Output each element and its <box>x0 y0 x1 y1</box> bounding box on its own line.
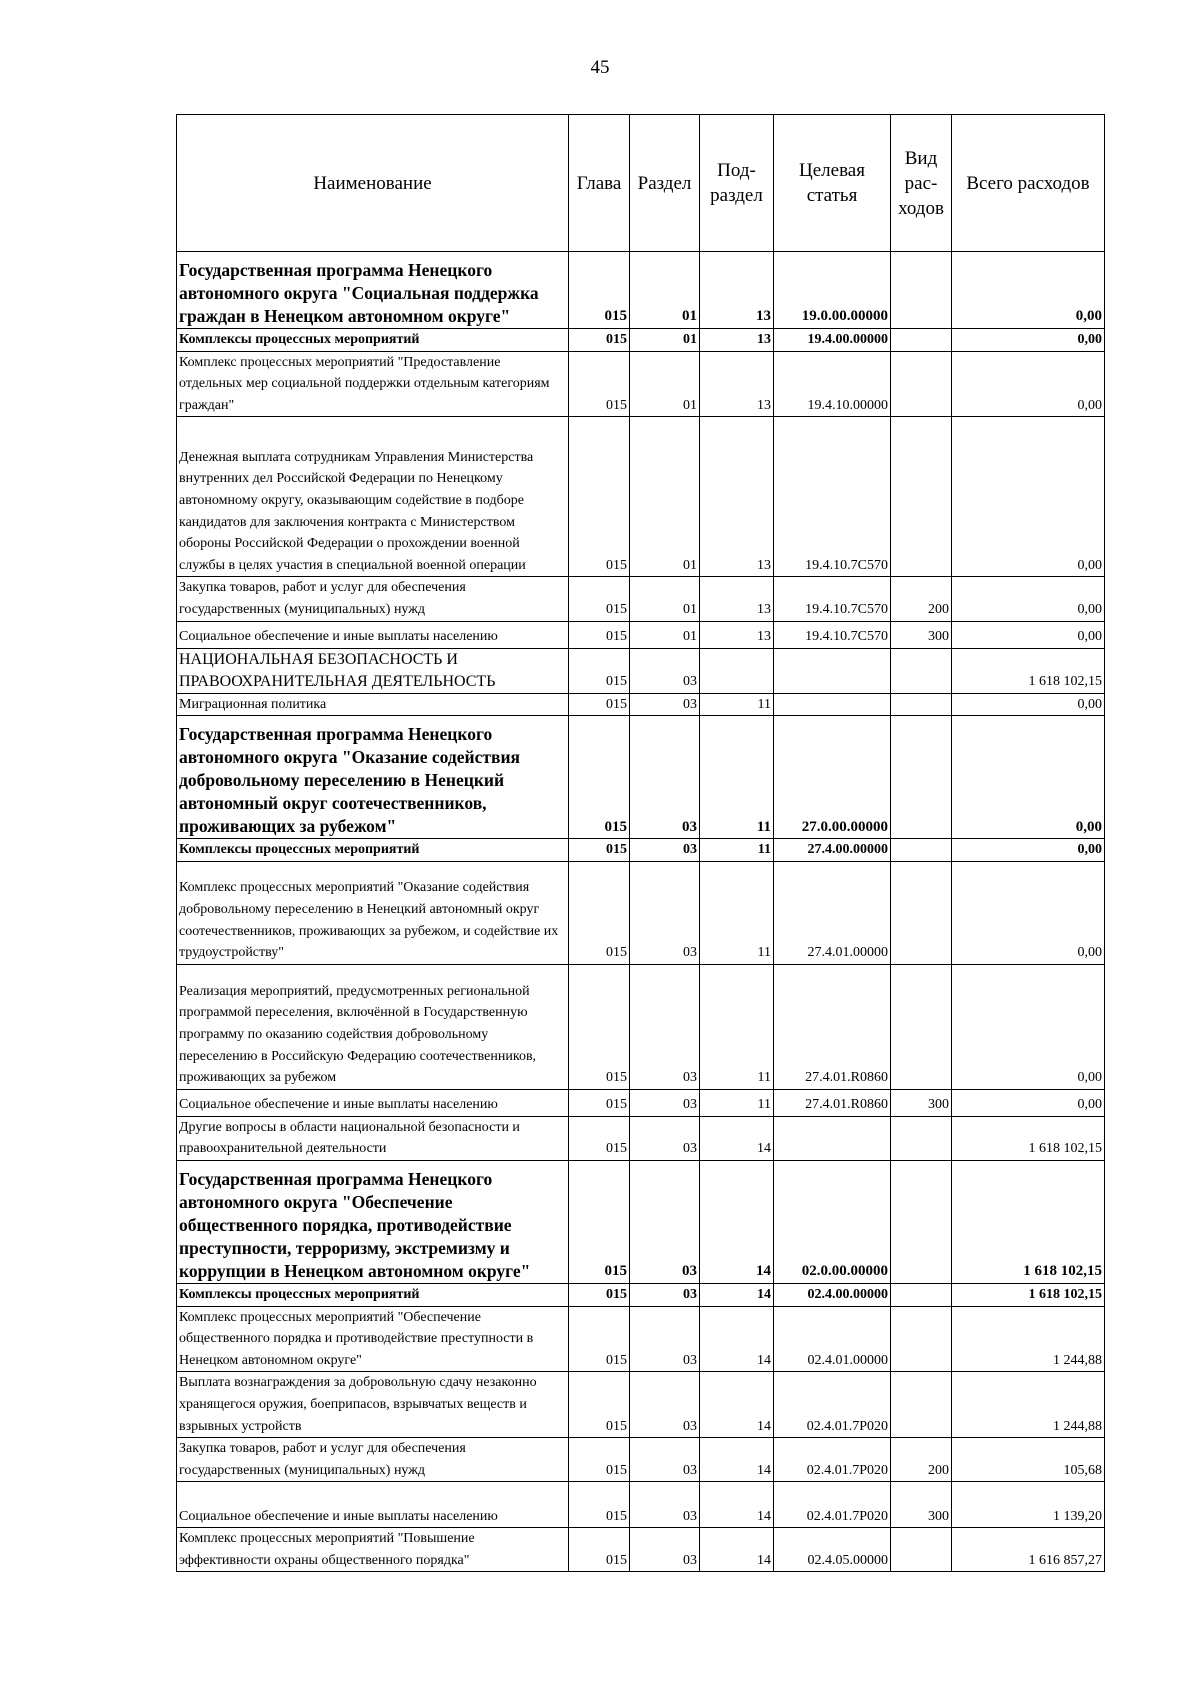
row-razdel: 03 <box>630 1372 700 1438</box>
table-row <box>177 648 1105 693</box>
row-glava: 015 <box>569 716 630 839</box>
row-podrazdel: 13 <box>700 417 774 577</box>
row-expense-type: 300 <box>891 621 952 648</box>
row-name: Комплексы процессных мероприятий <box>177 1283 569 1306</box>
row-glava: 015 <box>569 1438 630 1482</box>
row-target-article: 27.4.00.00000 <box>774 839 891 862</box>
row-podrazdel: 13 <box>700 621 774 648</box>
row-name: Социальное обеспечение и иные выплаты населению <box>177 1482 569 1528</box>
row-target-article: 27.4.01.00000 <box>774 861 891 964</box>
row-name: Социальное обеспечение и иные выплаты населению <box>177 1089 569 1116</box>
row-razdel: 01 <box>630 621 700 648</box>
row-target-article: 19.4.00.00000 <box>774 329 891 352</box>
table-row <box>177 1372 1105 1438</box>
row-expense-type <box>891 839 952 862</box>
table-row <box>177 1116 1105 1160</box>
row-razdel: 03 <box>630 1116 700 1160</box>
row-name: Закупка товаров, работ и услуг для обеспечения государственных (муниципальных) нужд <box>177 1438 569 1482</box>
row-expense-type: 200 <box>891 577 952 621</box>
table-row <box>177 1283 1105 1306</box>
row-podrazdel <box>700 648 774 693</box>
header-podrazdel: Под-раздел <box>700 115 774 252</box>
row-glava: 015 <box>569 861 630 964</box>
table-row <box>177 329 1105 352</box>
table-row <box>177 1438 1105 1482</box>
row-name: Социальное обеспечение и иные выплаты населению <box>177 621 569 648</box>
row-expense-type <box>891 964 952 1089</box>
table-row <box>177 964 1105 1089</box>
row-podrazdel: 11 <box>700 693 774 716</box>
row-target-article: 02.4.01.7P020 <box>774 1372 891 1438</box>
table-row <box>177 252 1105 329</box>
row-total: 1 244,88 <box>952 1372 1105 1438</box>
row-podrazdel: 14 <box>700 1438 774 1482</box>
table-row <box>177 1089 1105 1116</box>
table-header-row <box>177 115 1105 252</box>
row-target-article: 19.4.10.7C570 <box>774 621 891 648</box>
row-target-article: 27.0.00.00000 <box>774 716 891 839</box>
row-razdel: 03 <box>630 1306 700 1372</box>
row-target-article: 02.0.00.00000 <box>774 1160 891 1283</box>
header-glava: Глава <box>569 115 630 252</box>
row-expense-type <box>891 716 952 839</box>
row-razdel: 03 <box>630 716 700 839</box>
row-glava: 015 <box>569 693 630 716</box>
row-expense-type <box>891 1528 952 1572</box>
row-expense-type <box>891 252 952 329</box>
row-target-article: 02.4.00.00000 <box>774 1283 891 1306</box>
row-expense-type <box>891 351 952 417</box>
row-podrazdel: 14 <box>700 1306 774 1372</box>
row-razdel: 03 <box>630 648 700 693</box>
row-podrazdel: 11 <box>700 716 774 839</box>
row-expense-type <box>891 861 952 964</box>
row-total: 1 618 102,15 <box>952 1160 1105 1283</box>
row-glava: 015 <box>569 621 630 648</box>
row-target-article: 19.4.10.7C570 <box>774 577 891 621</box>
row-target-article: 19.0.00.00000 <box>774 252 891 329</box>
table-row <box>177 1160 1105 1283</box>
row-razdel: 03 <box>630 1160 700 1283</box>
row-glava: 015 <box>569 1306 630 1372</box>
row-razdel: 03 <box>630 1438 700 1482</box>
row-expense-type <box>891 1160 952 1283</box>
table-row <box>177 861 1105 964</box>
row-expense-type: 200 <box>891 1438 952 1482</box>
row-name: Другие вопросы в области национальной безопасности и правоохранительной деятельности <box>177 1116 569 1160</box>
row-razdel: 03 <box>630 1283 700 1306</box>
row-razdel: 01 <box>630 329 700 352</box>
row-total: 0,00 <box>952 577 1105 621</box>
row-podrazdel: 11 <box>700 861 774 964</box>
table-row <box>177 577 1105 621</box>
row-target-article: 19.4.10.00000 <box>774 351 891 417</box>
row-podrazdel: 14 <box>700 1372 774 1438</box>
row-total: 0,00 <box>952 417 1105 577</box>
row-glava: 015 <box>569 1372 630 1438</box>
row-name: Государственная программа Ненецкого автономного округа "Оказание содействия добровольному переселению в Ненецкий автономный округ соотечественников, проживающих за рубежом" <box>177 716 569 839</box>
row-razdel: 03 <box>630 839 700 862</box>
row-podrazdel: 14 <box>700 1160 774 1283</box>
row-glava: 015 <box>569 351 630 417</box>
row-name: Государственная программа Ненецкого автономного округа "Обеспечение общественного порядка, противодействие преступности, терроризму, экстремизму и коррупции в Ненецком автономном округе" <box>177 1160 569 1283</box>
row-target-article <box>774 648 891 693</box>
table-row <box>177 1482 1105 1528</box>
row-name: Комплексы процессных мероприятий <box>177 839 569 862</box>
page-number: 45 <box>590 57 610 78</box>
table-row <box>177 417 1105 577</box>
row-glava: 015 <box>569 329 630 352</box>
row-podrazdel: 13 <box>700 577 774 621</box>
row-expense-type: 300 <box>891 1089 952 1116</box>
row-total: 0,00 <box>952 621 1105 648</box>
row-expense-type <box>891 329 952 352</box>
row-name: Комплекс процессных мероприятий "Повышение эффективности охраны общественного порядка" <box>177 1528 569 1572</box>
row-name: Закупка товаров, работ и услуг для обеспечения государственных (муниципальных) нужд <box>177 577 569 621</box>
row-razdel: 03 <box>630 1528 700 1572</box>
row-razdel: 01 <box>630 417 700 577</box>
row-glava: 015 <box>569 417 630 577</box>
row-total: 0,00 <box>952 716 1105 839</box>
row-name: Комплекс процессных мероприятий "Обеспечение общественного порядка и противодействие преступности в Ненецком автономном округе" <box>177 1306 569 1372</box>
table-row <box>177 351 1105 417</box>
row-podrazdel: 11 <box>700 839 774 862</box>
row-total: 0,00 <box>952 693 1105 716</box>
table-row <box>177 1528 1105 1572</box>
row-glava: 015 <box>569 1089 630 1116</box>
row-podrazdel: 11 <box>700 964 774 1089</box>
row-podrazdel: 13 <box>700 329 774 352</box>
row-total: 1 618 102,15 <box>952 1283 1105 1306</box>
row-target-article: 27.4.01.R0860 <box>774 1089 891 1116</box>
row-total: 0,00 <box>952 329 1105 352</box>
row-glava: 015 <box>569 1283 630 1306</box>
row-total: 1 618 102,15 <box>952 648 1105 693</box>
row-name: Государственная программа Ненецкого автономного округа "Социальная поддержка граждан в Ненецком автономном округе" <box>177 252 569 329</box>
row-target-article <box>774 693 891 716</box>
row-expense-type <box>891 1372 952 1438</box>
row-name: Миграционная политика <box>177 693 569 716</box>
row-total: 1 616 857,27 <box>952 1528 1105 1572</box>
row-expense-type <box>891 693 952 716</box>
row-razdel: 03 <box>630 861 700 964</box>
row-glava: 015 <box>569 1116 630 1160</box>
row-target-article: 02.4.01.00000 <box>774 1306 891 1372</box>
row-razdel: 01 <box>630 252 700 329</box>
row-podrazdel: 14 <box>700 1283 774 1306</box>
row-total: 105,68 <box>952 1438 1105 1482</box>
row-razdel: 01 <box>630 577 700 621</box>
row-target-article: 27.4.01.R0860 <box>774 964 891 1089</box>
header-name: Наименование <box>177 115 569 252</box>
row-glava: 015 <box>569 252 630 329</box>
row-podrazdel: 14 <box>700 1116 774 1160</box>
header-target-article: Целевая статья <box>774 115 891 252</box>
row-glava: 015 <box>569 1528 630 1572</box>
table-body <box>177 252 1105 1572</box>
row-total: 1 618 102,15 <box>952 1116 1105 1160</box>
row-glava: 015 <box>569 1482 630 1528</box>
row-razdel: 03 <box>630 693 700 716</box>
table-row <box>177 1306 1105 1372</box>
row-glava: 015 <box>569 1160 630 1283</box>
row-expense-type <box>891 1283 952 1306</box>
row-razdel: 03 <box>630 1089 700 1116</box>
row-glava: 015 <box>569 964 630 1089</box>
row-name: Комплекс процессных мероприятий "Предоставление отдельных мер социальной поддержки отдельным категориям граждан" <box>177 351 569 417</box>
row-expense-type <box>891 648 952 693</box>
row-name: Денежная выплата сотрудникам Управления Министерства внутренних дел Российской Федерации по Ненецкому автономному округу, оказывающим содействие в подборе кандидатов для заключения контракта с Министерством обороны Российской Федерации о прохождении военной службы в целях участия в специальной военной операции <box>177 417 569 577</box>
header-total: Всего расходов <box>952 115 1105 252</box>
budget-table <box>176 114 1105 1572</box>
row-name: Реализация мероприятий, предусмотренных региональной программой переселения, включённой в Государственную программу по оказанию содействия добровольному переселению в Российскую Федерацию соотечественников, проживающих за рубежом <box>177 964 569 1089</box>
header-expense-type: Вид рас-ходов <box>891 115 952 252</box>
row-total: 1 244,88 <box>952 1306 1105 1372</box>
row-target-article <box>774 1116 891 1160</box>
row-expense-type <box>891 1116 952 1160</box>
table-row <box>177 621 1105 648</box>
table-row <box>177 693 1105 716</box>
row-glava: 015 <box>569 577 630 621</box>
row-podrazdel: 14 <box>700 1528 774 1572</box>
row-name: Выплата вознаграждения за добровольную сдачу незаконно хранящегося оружия, боеприпасов, взрывчатых веществ и взрывных устройств <box>177 1372 569 1438</box>
row-total: 0,00 <box>952 861 1105 964</box>
row-target-article: 02.4.01.7P020 <box>774 1482 891 1528</box>
row-razdel: 01 <box>630 351 700 417</box>
row-podrazdel: 11 <box>700 1089 774 1116</box>
row-expense-type <box>891 417 952 577</box>
table-row <box>177 839 1105 862</box>
row-target-article: 02.4.01.7P020 <box>774 1438 891 1482</box>
row-total: 0,00 <box>952 839 1105 862</box>
table-row <box>177 716 1105 839</box>
row-name: Комплексы процессных мероприятий <box>177 329 569 352</box>
row-total: 0,00 <box>952 1089 1105 1116</box>
row-total: 1 139,20 <box>952 1482 1105 1528</box>
row-target-article: 19.4.10.7C570 <box>774 417 891 577</box>
row-podrazdel: 14 <box>700 1482 774 1528</box>
row-glava: 015 <box>569 648 630 693</box>
row-total: 0,00 <box>952 964 1105 1089</box>
row-expense-type <box>891 1306 952 1372</box>
row-glava: 015 <box>569 839 630 862</box>
row-target-article: 02.4.05.00000 <box>774 1528 891 1572</box>
row-name: НАЦИОНАЛЬНАЯ БЕЗОПАСНОСТЬ И ПРАВООХРАНИТЕЛЬНАЯ ДЕЯТЕЛЬНОСТЬ <box>177 648 569 693</box>
row-expense-type: 300 <box>891 1482 952 1528</box>
row-podrazdel: 13 <box>700 351 774 417</box>
row-razdel: 03 <box>630 1482 700 1528</box>
row-podrazdel: 13 <box>700 252 774 329</box>
row-razdel: 03 <box>630 964 700 1089</box>
row-total: 0,00 <box>952 252 1105 329</box>
header-razdel: Раздел <box>630 115 700 252</box>
row-total: 0,00 <box>952 351 1105 417</box>
row-name: Комплекс процессных мероприятий "Оказание содействия добровольному переселению в Ненецкий автономный округ соотечественников, проживающих за рубежом, и содействие их трудоустройству" <box>177 861 569 964</box>
